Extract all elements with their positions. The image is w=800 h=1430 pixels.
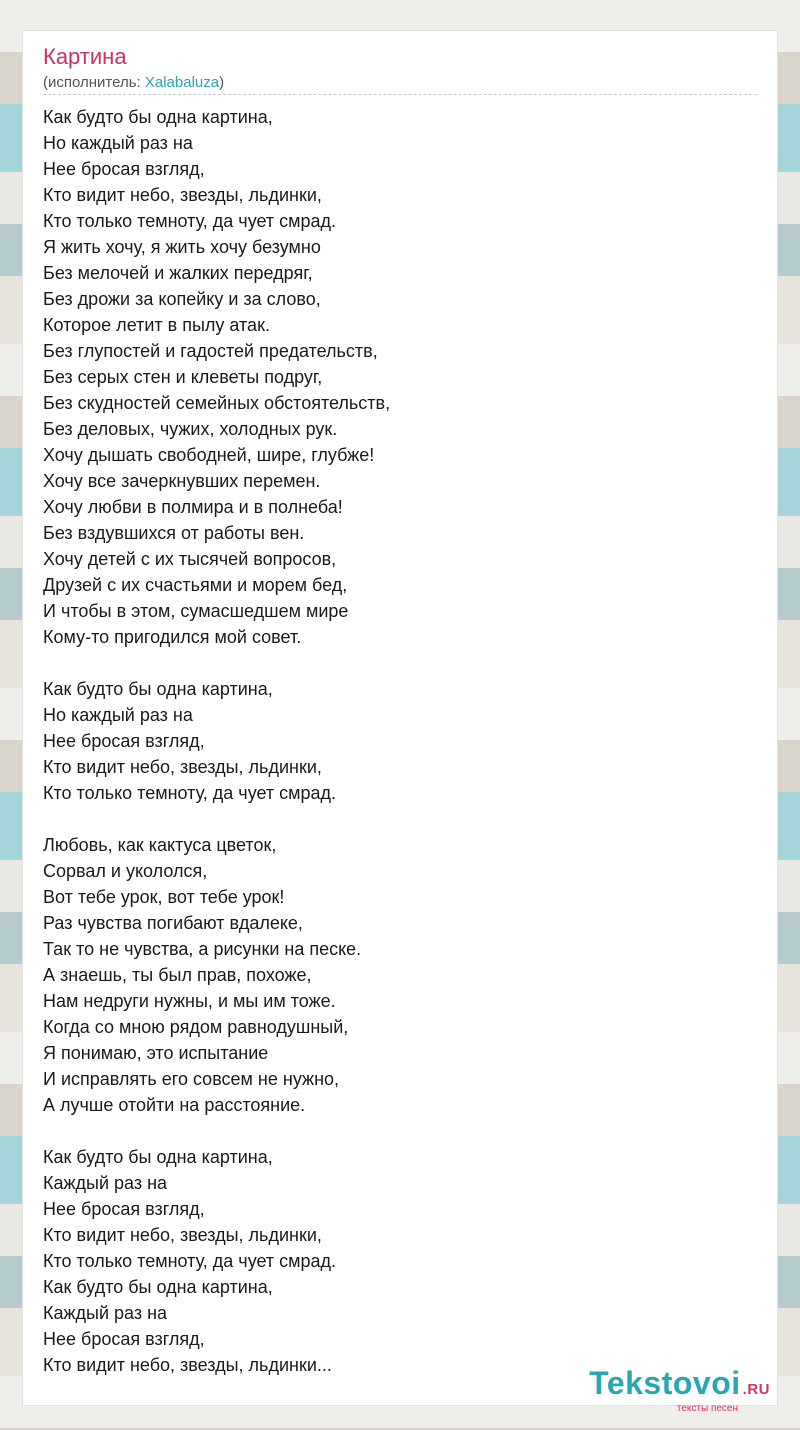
lyric-line: Без мелочей и жалких передряг, — [43, 263, 313, 283]
logo-wordmark — [589, 1366, 770, 1407]
lyric-line: Кто видит небо, звезды, льдинки, — [43, 185, 322, 205]
lyric-line: Хочу все зачеркнувших перемен. — [43, 471, 321, 491]
lyric-line: Каждый раз на — [43, 1173, 168, 1193]
lyric-line: Без серых стен и клеветы подруг, — [43, 367, 323, 387]
lyric-line: И исправлять его совсем не нужно, — [43, 1069, 340, 1089]
logo-subtitle: тексты песен — [676, 1403, 738, 1414]
stanza-gap — [43, 806, 743, 832]
lyric-line: Без деловых, чужих, холодных рук. — [43, 419, 338, 439]
lyric-line: Кто только темноту, да чует смрад. — [43, 211, 337, 231]
lyric-line: И чтобы в этом, сумасшедшем мире — [43, 601, 349, 621]
lyric-line: Кто видит небо, звезды, льдинки, — [43, 1225, 322, 1245]
lyric-line: Которое летит в пылу атак. — [43, 315, 270, 335]
lyric-line: Без скудностей семейных обстоятельств, — [43, 393, 391, 413]
lyric-line: Нее бросая взгляд, — [43, 159, 205, 179]
lyrics-body — [43, 104, 743, 1378]
lyric-line: Раз чувства погибают вдалеке, — [43, 913, 303, 933]
lyric-line: Кто видит небо, звезды, льдинки, — [43, 757, 322, 777]
lyric-line: Я понимаю, это испытание — [43, 1043, 269, 1063]
lyric-line: Хочу детей с их тысячей вопросов, — [43, 549, 337, 569]
stanza-gap — [43, 1118, 743, 1144]
lyric-line: Когда со мною рядом равнодушный, — [43, 1017, 349, 1037]
title-divider — [43, 94, 757, 95]
lyric-line: Как будто бы одна картина, — [43, 1277, 273, 1297]
stanza-4 — [43, 1144, 743, 1378]
lyric-line: Без вздувшихся от работы вен. — [43, 523, 305, 543]
lyric-line: Каждый раз на — [43, 1303, 168, 1323]
lyric-line: А знаешь, ты был прав, похоже, — [43, 965, 312, 985]
lyric-line: Хочу дышать свободней, шире, глубже! — [43, 445, 375, 465]
lyric-line: Нее бросая взгляд, — [43, 1329, 205, 1349]
lyric-line: Нам недруги нужны, и мы им тоже. — [43, 991, 336, 1011]
lyric-line: Как будто бы одна картина, — [43, 107, 273, 127]
site-logo[interactable] — [589, 1366, 770, 1415]
stanza-2 — [43, 676, 743, 806]
logo-name: Tekstovoi — [589, 1365, 741, 1401]
logo-tld: .RU — [742, 1381, 770, 1398]
song-title: Картина — [43, 44, 127, 69]
lyric-line: Я жить хочу, я жить хочу безумно — [43, 237, 321, 257]
lyric-line: Кому-то пригодился мой совет. — [43, 627, 302, 647]
stanza-1 — [43, 104, 743, 650]
lyric-line: Нее бросая взгляд, — [43, 1199, 205, 1219]
lyric-line: Нее бросая взгляд, — [43, 731, 205, 751]
lyric-line: Без дрожи за копейку и за слово, — [43, 289, 321, 309]
lyrics-card — [22, 30, 778, 1406]
stanza-3 — [43, 832, 743, 1118]
lyric-line: Вот тебе урок, вот тебе урок! — [43, 887, 285, 907]
lyric-line: Как будто бы одна картина, — [43, 679, 273, 699]
artist-link[interactable]: Xalabaluza — [144, 74, 220, 91]
lyric-line: Кто видит небо, звезды, льдинки... — [43, 1355, 332, 1375]
lyric-line: Как будто бы одна картина, — [43, 1147, 273, 1167]
lyric-line: Кто только темноту, да чует смрад. — [43, 783, 337, 803]
lyric-line: Сорвал и укололся, — [43, 861, 208, 881]
lyric-line: Кто только темноту, да чует смрад. — [43, 1251, 337, 1271]
artist-line — [43, 73, 224, 93]
artist-suffix: ) — [219, 74, 225, 91]
lyric-line: Любовь, как кактуса цветок, — [43, 835, 277, 855]
lyric-line: Но каждый раз на — [43, 133, 193, 153]
stanza-gap — [43, 650, 743, 676]
artist-prefix: (исполнитель: — [43, 74, 145, 91]
lyric-line: А лучше отойти на расстояние. — [43, 1095, 306, 1115]
lyric-line: Хочу любви в полмира и в полнеба! — [43, 497, 343, 517]
lyric-line: Друзей с их счастьями и морем бед, — [43, 575, 348, 595]
lyric-line: Но каждый раз на — [43, 705, 193, 725]
lyric-line: Так то не чувства, а рисунки на песке. — [43, 939, 362, 959]
lyric-line: Без глупостей и гадостей предательств, — [43, 341, 378, 361]
